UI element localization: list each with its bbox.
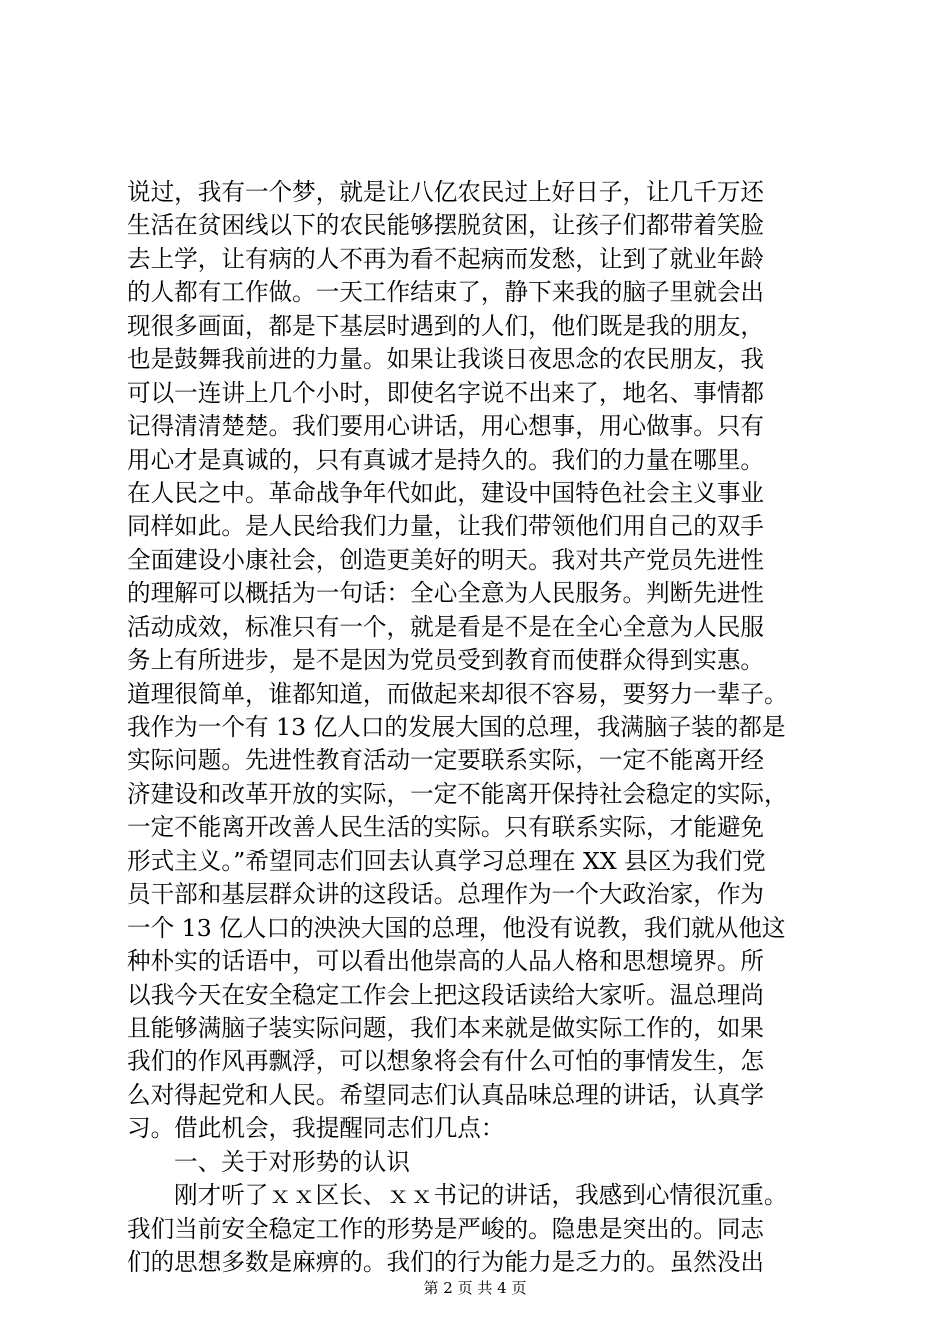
text-line: 现很多画面，都是下基层时遇到的人们，他们既是我的朋友， xyxy=(127,311,765,340)
text-line: 我们的作风再飘浮，可以想象将会有什么可怕的事情发生，怎 xyxy=(127,1047,765,1076)
text-line: 活动成效，标准只有一个，就是看是不是在全心全意为人民服 xyxy=(127,612,765,641)
text-line: 用心才是真诚的，只有真诚才是持久的。我们的力量在哪里。 xyxy=(127,445,765,474)
text-line: 么对得起党和人民。希望同志们认真品味总理的讲话，认真学 xyxy=(127,1080,765,1109)
text-line: 以我今天在安全稳定工作会上把这段话读给大家听。温总理尚 xyxy=(127,980,765,1009)
text-line: 形式主义。”希望同志们回去认真学习总理在 XX 县区为我们党 xyxy=(127,846,766,875)
text-line: 员干部和基层群众讲的这段话。总理作为一个大政治家，作为 xyxy=(127,880,765,909)
section-heading: 一、关于对形势的认识 xyxy=(174,1147,410,1176)
text-line: 习。借此机会，我提醒同志们几点： xyxy=(127,1114,505,1143)
text-line: 一个 13 亿人口的泱泱大国的总理，他没有说教，我们就从他这 xyxy=(127,913,786,942)
text-line: 的理解可以概括为一句话：全心全意为人民服务。判断先进性 xyxy=(127,579,765,608)
body-text xyxy=(127,176,837,1279)
text-line: 去上学，让有病的人不再为看不起病而发愁，让到了就业年龄 xyxy=(127,244,765,273)
text-line: 的人都有工作做。一天工作结束了，静下来我的脑子里就会出 xyxy=(127,278,765,307)
text-line: 同样如此。是人民给我们力量，让我们带领他们用自己的双手 xyxy=(127,512,765,541)
text-line: 说过，我有一个梦，就是让八亿农民过上好日子，让几千万还 xyxy=(127,178,765,206)
page-number-footer: 第 2 页 共 4 页 xyxy=(423,1279,527,1297)
text-line: 全面建设小康社会，创造更美好的明天。我对共产党员先进性 xyxy=(127,545,765,574)
text-line: 务上有所进步，是不是因为党员受到教育而使群众得到实惠。 xyxy=(127,646,765,675)
text-line: 生活在贫困线以下的农民能够摆脱贫困，让孩子们都带着笑脸 xyxy=(127,211,765,240)
text-line: 我作为一个有 13 亿人口的发展大国的总理，我满脑子装的都是 xyxy=(127,713,786,741)
text-line: 道理很简单，谁都知道，而做起来却很不容易，要努力一辈子。 xyxy=(127,679,788,708)
text-line: 且能够满脑子装实际问题，我们本来就是做实际工作的，如果 xyxy=(127,1013,765,1042)
text-line: 也是鼓舞我前进的力量。如果让我谈日夜思念的农民朋友，我 xyxy=(127,345,765,374)
text-line: 刚才听了ｘｘ区长、ｘｘ书记的讲话，我感到心情很沉重。 xyxy=(174,1181,788,1210)
text-line: 实际问题。先进性教育活动一定要联系实际，一定不能离开经 xyxy=(127,746,765,775)
text-line: 我们当前安全稳定工作的形势是严峻的。隐患是突出的。同志 xyxy=(127,1214,765,1243)
text-line: 在人民之中。革命战争年代如此，建设中国特色社会主义事业 xyxy=(127,478,765,507)
text-line: 一定不能离开改善人民生活的实际。只有联系实际，才能避免 xyxy=(127,813,765,842)
text-line: 们的思想多数是麻痹的。我们的行为能力是乏力的。虽然没出 xyxy=(127,1248,765,1276)
text-line: 济建设和改革开放的实际，一定不能离开保持社会稳定的实际， xyxy=(127,779,788,808)
text-line: 可以一连讲上几个小时，即使名字说不出来了，地名、事情都 xyxy=(127,378,765,407)
text-line: 记得清清楚楚。我们要用心讲话，用心想事，用心做事。只有 xyxy=(127,412,765,441)
text-line: 种朴实的话语中，可以看出他崇高的人品人格和思想境界。所 xyxy=(127,947,765,976)
